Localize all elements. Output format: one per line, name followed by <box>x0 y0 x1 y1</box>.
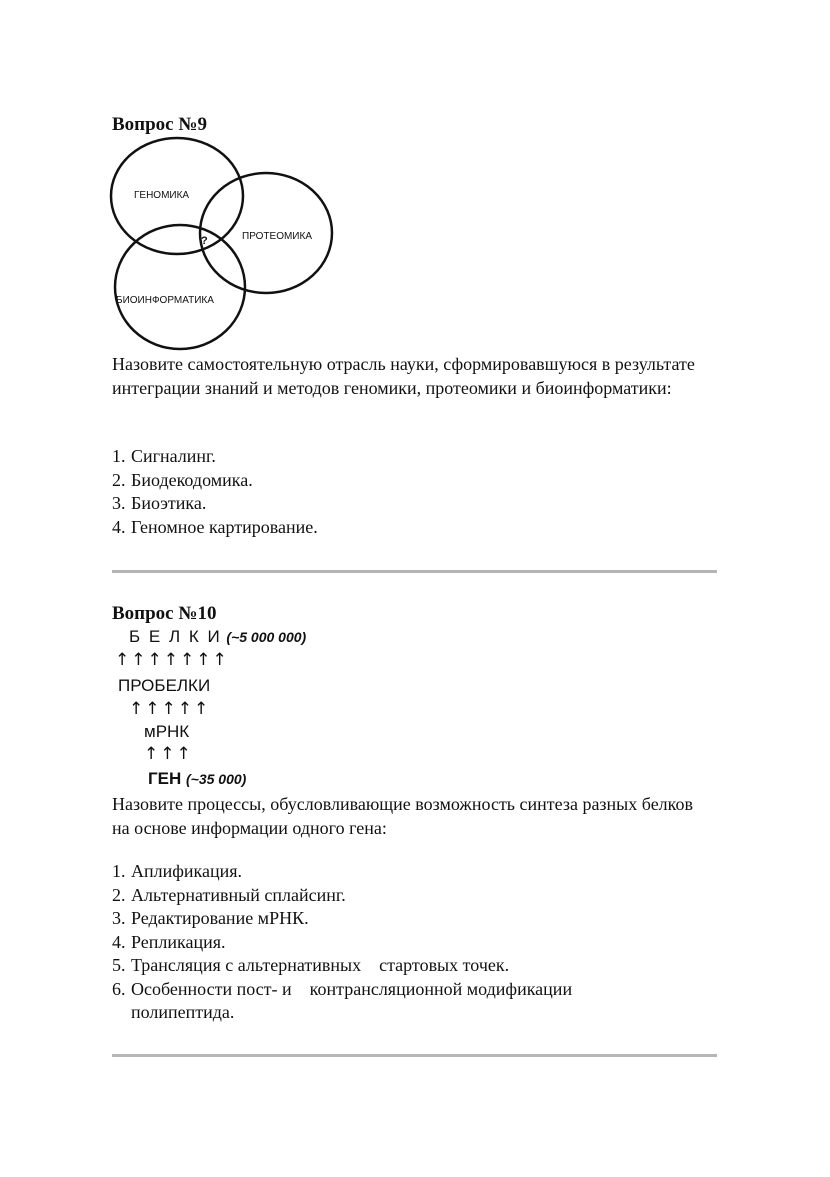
arrows-row-1: ↑↑↑↑↑↑↑ <box>115 650 229 670</box>
option-item[interactable] <box>112 931 572 955</box>
genomics-label: ГЕНОМИКА <box>134 190 190 201</box>
proteins-count: (~5 000 000) <box>226 629 307 645</box>
arrows-row-2: ↑↑↑↑↑ <box>129 699 211 719</box>
option-number: 4. <box>112 516 126 537</box>
option-number: 1. <box>112 446 126 466</box>
option-text: Трансляция с альтернативных стартовых точек. <box>131 955 510 975</box>
option-text: Альтернативный сплайсинг. <box>131 884 346 905</box>
option-item[interactable] <box>112 492 318 516</box>
question-10-text: Назовите процессы, обусловливающие возможность синтеза разных белков на основе информации одного гена: <box>112 794 693 838</box>
question-9-title: Вопрос №9 <box>112 114 207 135</box>
option-item[interactable] <box>112 978 572 1025</box>
venn-diagram <box>100 135 340 355</box>
question-10-options <box>112 860 572 1025</box>
arrows-row-3: ↑↑↑ <box>144 744 193 764</box>
proteins2-label: ПРОБЕЛКИ <box>118 676 211 695</box>
option-number: 5. <box>112 955 126 975</box>
option-text: Особенности пост- и контрансляционной модификации <box>131 978 573 999</box>
gene-label: ГЕН <box>148 769 182 788</box>
option-item[interactable] <box>112 884 572 908</box>
option-text: Геномное картирование. <box>131 516 318 537</box>
gene-line <box>148 769 246 789</box>
intersection-label: ? <box>201 235 208 247</box>
question-9-options <box>112 445 318 539</box>
bioinformatics-circle <box>115 225 245 349</box>
option-text: Биоэтика. <box>131 493 207 513</box>
question-10-title: Вопрос №10 <box>112 603 217 624</box>
option-number: 1. <box>112 861 126 881</box>
bioinformatics-label: БИОИНФОРМАТИКА <box>116 295 214 306</box>
option-text: Репликация. <box>131 931 226 952</box>
option-text: Сигналинг. <box>131 446 216 466</box>
option-item[interactable] <box>112 445 318 469</box>
option-item[interactable] <box>112 516 318 540</box>
section-divider <box>112 570 717 573</box>
option-text: Аплификация. <box>131 861 243 881</box>
option-text: Редактирование мРНК. <box>131 908 309 928</box>
option-item[interactable] <box>112 907 572 931</box>
option-item[interactable] <box>112 954 572 978</box>
option-text: Биодекодомика. <box>131 469 253 490</box>
option-number: 6. <box>112 978 126 999</box>
gene-count: (~35 000) <box>186 771 247 787</box>
option-number: 3. <box>112 493 126 513</box>
option-item[interactable] <box>112 469 318 493</box>
option-number: 4. <box>112 931 126 952</box>
option-number: 2. <box>112 469 126 490</box>
proteins-line <box>129 627 306 647</box>
option-item[interactable] <box>112 860 572 884</box>
option-number: 3. <box>112 908 126 928</box>
proteomics-label: ПРОТЕОМИКА <box>242 231 312 242</box>
mrna-label: мРНК <box>144 722 190 741</box>
proteins-label: Б Е Л К И <box>129 627 222 646</box>
question-9-text: Назовите самостоятельную отрасль науки, сформировавшуюся в результате интеграции знаний и методов геномики, протеомики и биоинформатики: <box>112 354 695 398</box>
option-number: 2. <box>112 884 126 905</box>
option-text-continuation: полипептида. <box>131 1002 235 1022</box>
section-divider <box>112 1054 717 1057</box>
